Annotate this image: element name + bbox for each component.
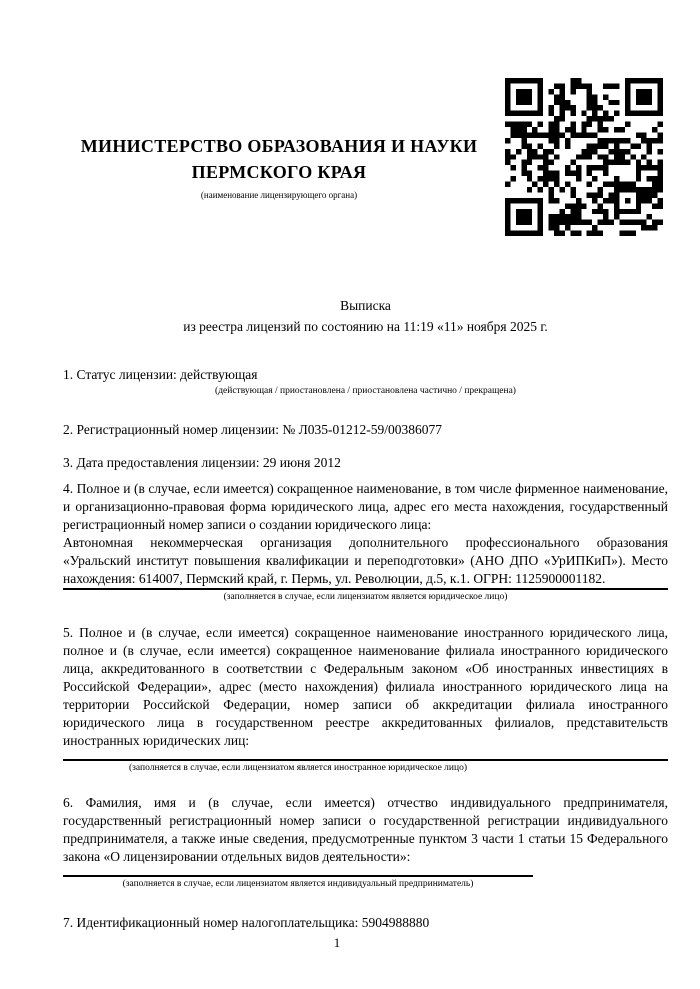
item-legal-entity	[63, 480, 668, 604]
authority-caption: (наименование лицензирующего органа)	[200, 190, 358, 200]
ministry-name-line2: ПЕРМСКОГО КРАЯ	[191, 162, 367, 182]
item-license-date	[63, 454, 668, 472]
item-individual-entrepreneur	[63, 794, 668, 891]
page-number: 1	[333, 935, 341, 950]
foreign-entity-caption: (заполняется в случае, если лицензиатом является иностранное юридическое лицо)	[129, 763, 467, 773]
entrepreneur-description: 6. Фамилия, имя и (в случае, если имеется) отчество индивидуального предпринимателя, государственный регистрационный номер записи о государственной регистрации индивидуального предпринимателя, а также иные сведения, предусмотренные пунктом 3 части 1 статьи 15 Федерального закона «О лицензировании отдельных видов деятельности»:	[63, 795, 668, 864]
fill-line-foreign-entity	[63, 759, 668, 761]
legal-entity-caption: (заполняется в случае, если лицензиатом является юридическое лицо)	[223, 592, 508, 602]
license-status-text: 1. Статус лицензии: действующая	[63, 367, 258, 382]
item-registration-number	[63, 421, 668, 439]
foreign-entity-description: 5. Полное и (в случае, если имеется) сокращенное наименование иностранного юридического лица, полное и (в случае, если имеется) сокращенное наименование филиала иностранного юридического лица, аккредитованного в соответствии с Федеральным законом «Об иностранных инвестициях в Российской Федерации», адрес (место нахождения) филиала иностранного юридического лица на территории Российской Федерации, номер записи об аккредитации филиала иностранного юридического лица в государственном реестре аккредитованных филиалов, представительств иностранных юридических лиц:	[63, 625, 668, 748]
entrepreneur-caption: (заполняется в случае, если лицензиатом является индивидуальный предприниматель)	[122, 879, 474, 889]
license-date-text: 3. Дата предоставления лицензии: 29 июня 2012	[63, 455, 341, 470]
licensing-authority-header	[63, 133, 495, 201]
item-taxpayer-number	[63, 914, 668, 932]
fill-line-legal-entity	[63, 588, 668, 590]
taxpayer-number-text: 7. Идентификационный номер налогоплательщика: 5904988880	[63, 915, 430, 930]
item-license-status	[63, 366, 668, 398]
title-line2: из реестра лицензий по состоянию на 11:19 «11» ноября 2025 г.	[183, 319, 548, 334]
legal-entity-value: Автономная некоммерческая организация дополнительного профессионального образования «Уральский институт повышения квалификации и переподготовки» (АНО ДПО «УрИПКиП»). Место нахождения: 614007, Пермский край, г. Пермь, ул. Революции, д.5, к.1. ОГРН: 1125900001182.	[63, 535, 668, 586]
qr-code-image	[505, 78, 663, 236]
registration-number-text: 2. Регистрационный номер лицензии: № Л035-01212-59/00386077	[63, 422, 443, 437]
document-title	[63, 295, 668, 337]
license-status-caption: (действующая / приостановлена / приостановлена частично / прекращена)	[215, 386, 516, 396]
fill-line-entrepreneur	[63, 875, 533, 877]
qr-code	[505, 78, 663, 236]
title-line1: Выписка	[340, 298, 391, 313]
legal-entity-description: 4. Полное и (в случае, если имеется) сокращенное наименование, в том числе фирменное наименование, и организационно-правовая форма юридического лица, адрес его места нахождения, государственный регистрационный номер записи о создании юридического лица:	[63, 481, 668, 532]
ministry-name-line1: МИНИСТЕРСТВО ОБРАЗОВАНИЯ И НАУКИ	[80, 136, 478, 156]
item-foreign-entity	[63, 624, 668, 775]
